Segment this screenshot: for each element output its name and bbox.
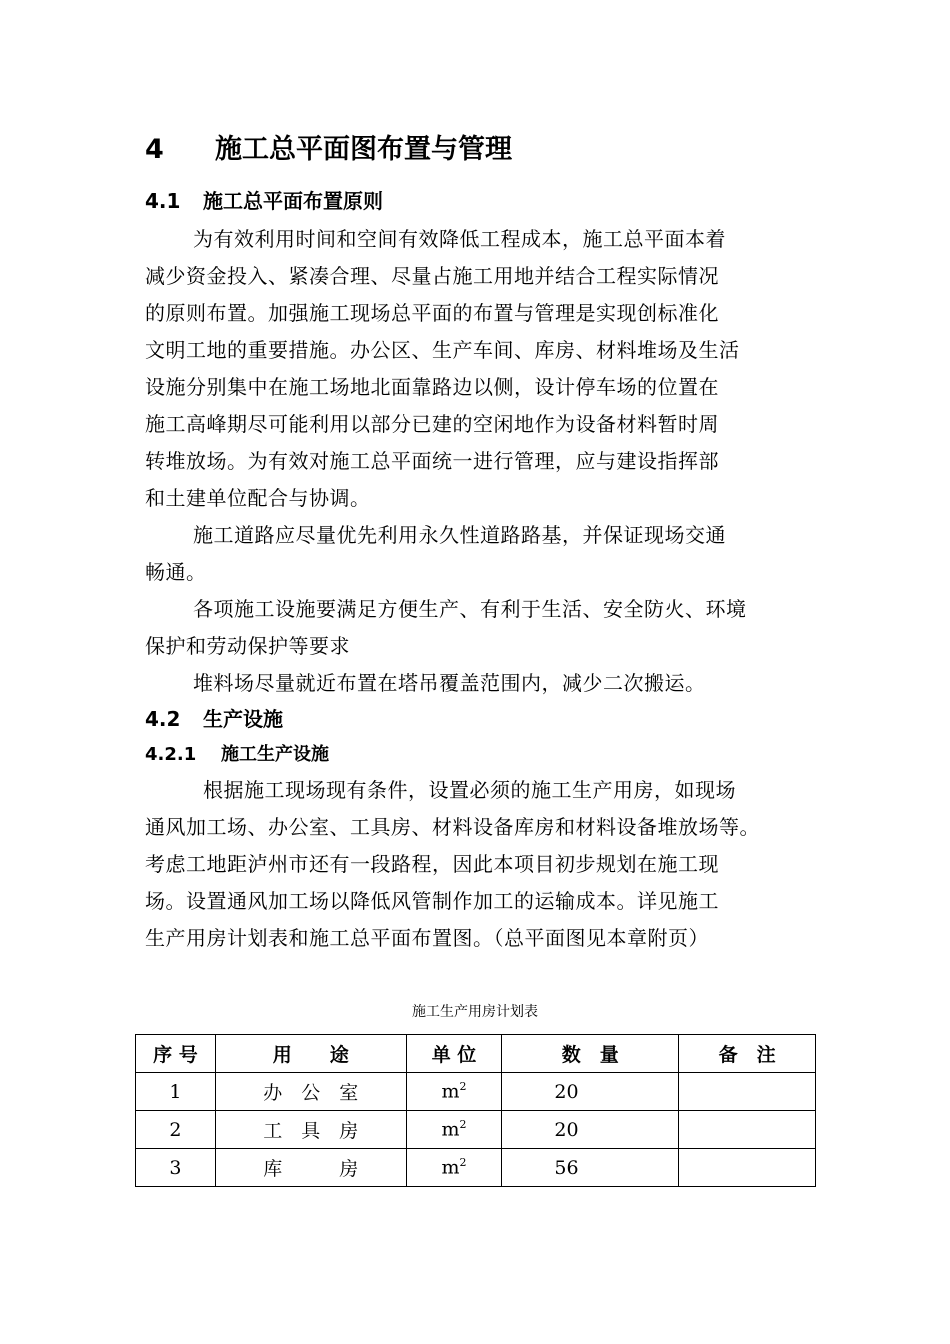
paragraph-line: 生产用房计划表和施工总平面布置图。（总平面图见本章附页）: [145, 926, 709, 950]
header-note: 备 注: [679, 1035, 816, 1073]
cell-unit: [406, 1073, 502, 1111]
unit-exponent: 2: [459, 1118, 467, 1132]
cell-note: [679, 1111, 816, 1149]
unit-exponent: 2: [459, 1080, 467, 1094]
paragraph-line: 设施分别集中在施工场地北面靠路边以侧，设计停车场的位置在: [145, 375, 719, 399]
cell-qty: 56: [502, 1149, 679, 1187]
paragraph-line: 施工道路应尽量优先利用永久性道路路基，并保证现场交通: [193, 523, 726, 547]
cell-note: [679, 1149, 816, 1187]
section-number: 4.1: [145, 189, 181, 213]
header-unit: 单 位: [406, 1035, 502, 1073]
production-housing-table: [135, 1034, 816, 1187]
paragraph-line: 场。设置通风加工场以降低风管制作加工的运输成本。详见施工: [145, 889, 719, 913]
paragraph-line: 保护和劳动保护等要求: [145, 634, 350, 658]
cell-use: 工 具 房: [215, 1111, 406, 1149]
section-number: 4.2: [145, 707, 181, 731]
subsection-number: 4.2.1: [145, 744, 197, 765]
paragraph-line: 考虑工地距泸州市还有一段路程，因此本项目初步规划在施工现: [145, 852, 719, 876]
table-caption: 施工生产用房计划表: [412, 1004, 538, 1020]
subsection-title: 施工生产设施: [221, 744, 329, 765]
paragraph-line: 和土建单位配合与协调。: [145, 486, 371, 510]
cell-no: 2: [136, 1111, 216, 1149]
paragraph-line: 根据施工现场现有条件，设置必须的施工生产用房，如现场: [203, 778, 736, 802]
cell-qty: 20: [502, 1073, 679, 1111]
paragraph-line: 通风加工场、办公室、工具房、材料设备库房和材料设备堆放场等。: [145, 815, 760, 839]
cell-qty: 20: [502, 1111, 679, 1149]
cell-unit: [406, 1111, 502, 1149]
section-title: 生产设施: [203, 707, 283, 731]
chapter-number: 4: [145, 134, 164, 165]
paragraph-line: 转堆放场。为有效对施工总平面统一进行管理，应与建设指挥部: [145, 449, 719, 473]
unit-exponent: 2: [459, 1156, 467, 1170]
chapter-title: 施工总平面图布置与管理: [215, 134, 512, 165]
cell-no: 1: [136, 1073, 216, 1111]
table-row: [136, 1111, 816, 1149]
cell-use: 办 公 室: [215, 1073, 406, 1111]
subsection-heading-4-2-1: [145, 741, 329, 769]
paragraph-line: 为有效利用时间和空间有效降低工程成本，施工总平面本着: [193, 227, 726, 251]
cell-no: 3: [136, 1149, 216, 1187]
chapter-heading: [145, 128, 512, 172]
paragraph-line: 减少资金投入、紧凑合理、尽量占施工用地并结合工程实际情况: [145, 264, 719, 288]
cell-unit: [406, 1149, 502, 1187]
paragraph-line: 文明工地的重要措施。办公区、生产车间、库房、材料堆场及生活: [145, 338, 740, 362]
paragraph-line: 的原则布置。加强施工现场总平面的布置与管理是实现创标准化: [145, 301, 719, 325]
section-heading-4-2: [145, 704, 283, 734]
cell-use: 库 房: [215, 1149, 406, 1187]
table-header-row: [136, 1035, 816, 1073]
table-row: [136, 1149, 816, 1187]
header-use: 用 途: [215, 1035, 406, 1073]
cell-note: [679, 1073, 816, 1111]
section-heading-4-1: [145, 186, 383, 216]
paragraph-line: 各项施工设施要满足方便生产、有利于生活、安全防火、环境: [193, 597, 747, 621]
paragraph-line: 畅通。: [145, 560, 207, 584]
table-row: [136, 1073, 816, 1111]
section-title: 施工总平面布置原则: [203, 189, 383, 213]
paragraph-line: 堆料场尽量就近布置在塔吊覆盖范围内，减少二次搬运。: [193, 671, 706, 695]
unit-base: m: [441, 1118, 460, 1141]
unit-base: m: [441, 1080, 460, 1103]
header-no: 序 号: [136, 1035, 216, 1073]
header-qty: 数 量: [502, 1035, 679, 1073]
paragraph-line: 施工高峰期尽可能利用以部分已建的空闲地作为设备材料暂时周: [145, 412, 719, 436]
unit-base: m: [441, 1156, 460, 1179]
